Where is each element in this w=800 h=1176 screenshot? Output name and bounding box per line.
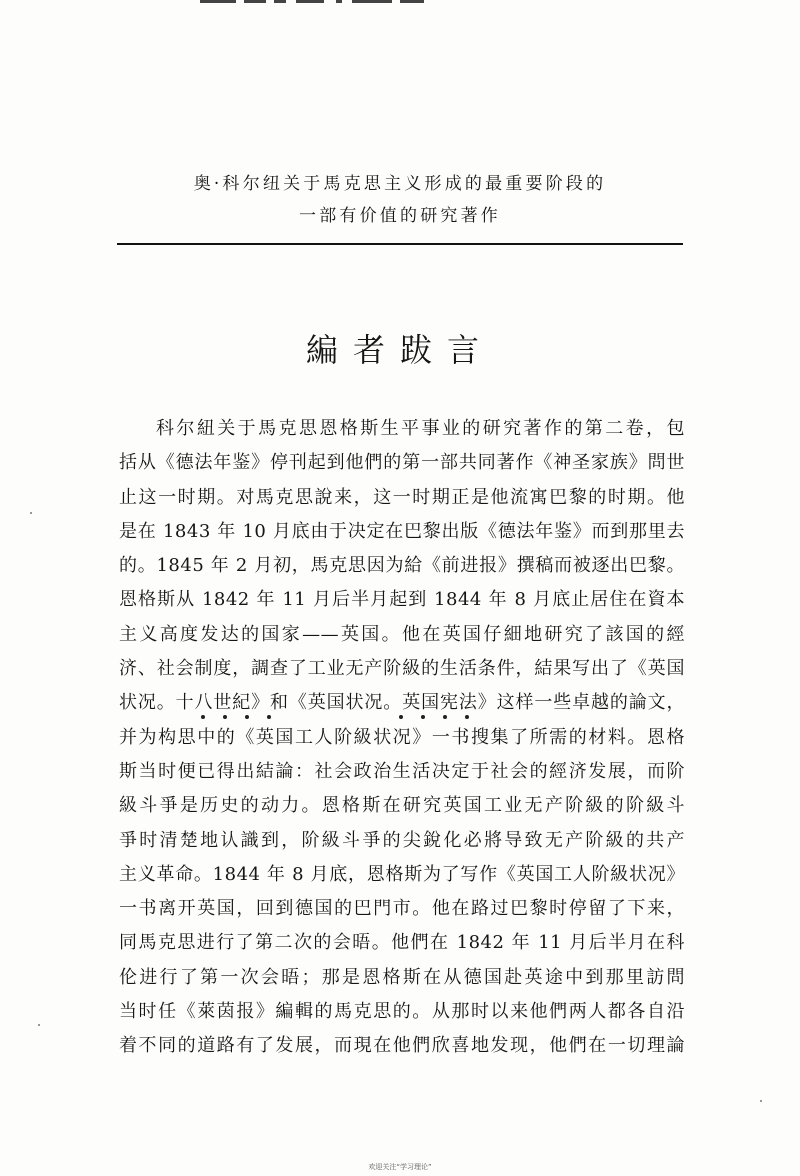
footer-note: 欢迎关注“学习理论” — [368, 1163, 432, 1171]
scan-speck — [38, 1024, 40, 1026]
text-line: 止这一时期。对馬克思說来，这一时期正是他流寓巴黎的时期。他 — [119, 486, 685, 508]
text-line-with-emphasis — [119, 686, 685, 720]
text-line: 的。1845 年 2 月初，馬克思因为給《前进报》撰稿而被逐出巴黎。 — [119, 555, 685, 577]
scan-artifact-top — [200, 0, 430, 6]
text-line: 状况。十八世紀》和《英国状况。英国宪法》这样一些卓越的論文， — [119, 692, 685, 714]
text-line: 是在 1843 年 10 月底由于决定在巴黎出版《德法年鉴》而到那里去 — [119, 520, 685, 542]
text-line: 斯当时便已得出結論：社会政治生活决定于社会的經济发展，而阶 — [119, 760, 685, 782]
text-line: 主义革命。1844 年 8 月底，恩格斯为了写作《英国工人阶級状况》 — [119, 863, 685, 885]
page-subtitle-line-1: 奥·科尔纽关于馬克思主义形成的最重要阶段的 — [193, 174, 607, 194]
text-line: 級斗爭是历史的动力。恩格斯在研究英国工业无产阶級的阶級斗 — [119, 795, 685, 817]
text-line: 主义高度发达的国家——英国。他在英国仔細地研究了該国的經 — [119, 623, 685, 645]
text-line: 着不同的道路有了发展，而現在他們欣喜地发现，他們在一切理論 — [119, 1035, 685, 1057]
scan-speck — [30, 512, 32, 514]
page-subtitle-line-2: 一部有价值的研究著作 — [299, 206, 501, 226]
body-paragraph — [119, 412, 685, 1064]
text-line: 括从《德法年鉴》停刊起到他們的第一部共同著作《神圣家族》問世 — [119, 452, 685, 474]
header-rule — [117, 243, 683, 245]
text-line: 恩格斯从 1842 年 11 月后半月起到 1844 年 8 月底止居住在資本 — [119, 589, 685, 611]
text-line: 伦进行了第一次会晤；那是恩格斯在从德国赴英途中到那里訪問 — [119, 966, 685, 988]
text-line: 当时任《萊茵报》編輯的馬克思的。从那时以来他們两人都各自沿 — [119, 1001, 685, 1023]
text-line: 同馬克思进行了第二次的会晤。他們在 1842 年 11 月后半月在科 — [119, 932, 685, 954]
text-line: 爭时清楚地认識到，阶級斗爭的尖銳化必將导致无产阶級的共产 — [119, 829, 685, 851]
text-line: 科尔紐关于馬克思恩格斯生平事业的研究著作的第二卷，包 — [156, 418, 685, 439]
text-line: 一书离开英国，回到德国的巴門市。他在路过巴黎时停留了下来， — [119, 898, 685, 920]
text-line: 并为构思中的《英国工人阶級状况》一书搜集了所需的材料。恩格 — [119, 726, 685, 748]
text-line: 济、社会制度，調查了工业无产阶級的生活条件，結果写出了《英国 — [119, 658, 685, 680]
scan-speck — [760, 1100, 762, 1102]
section-heading: 編者跋言 — [305, 331, 494, 369]
